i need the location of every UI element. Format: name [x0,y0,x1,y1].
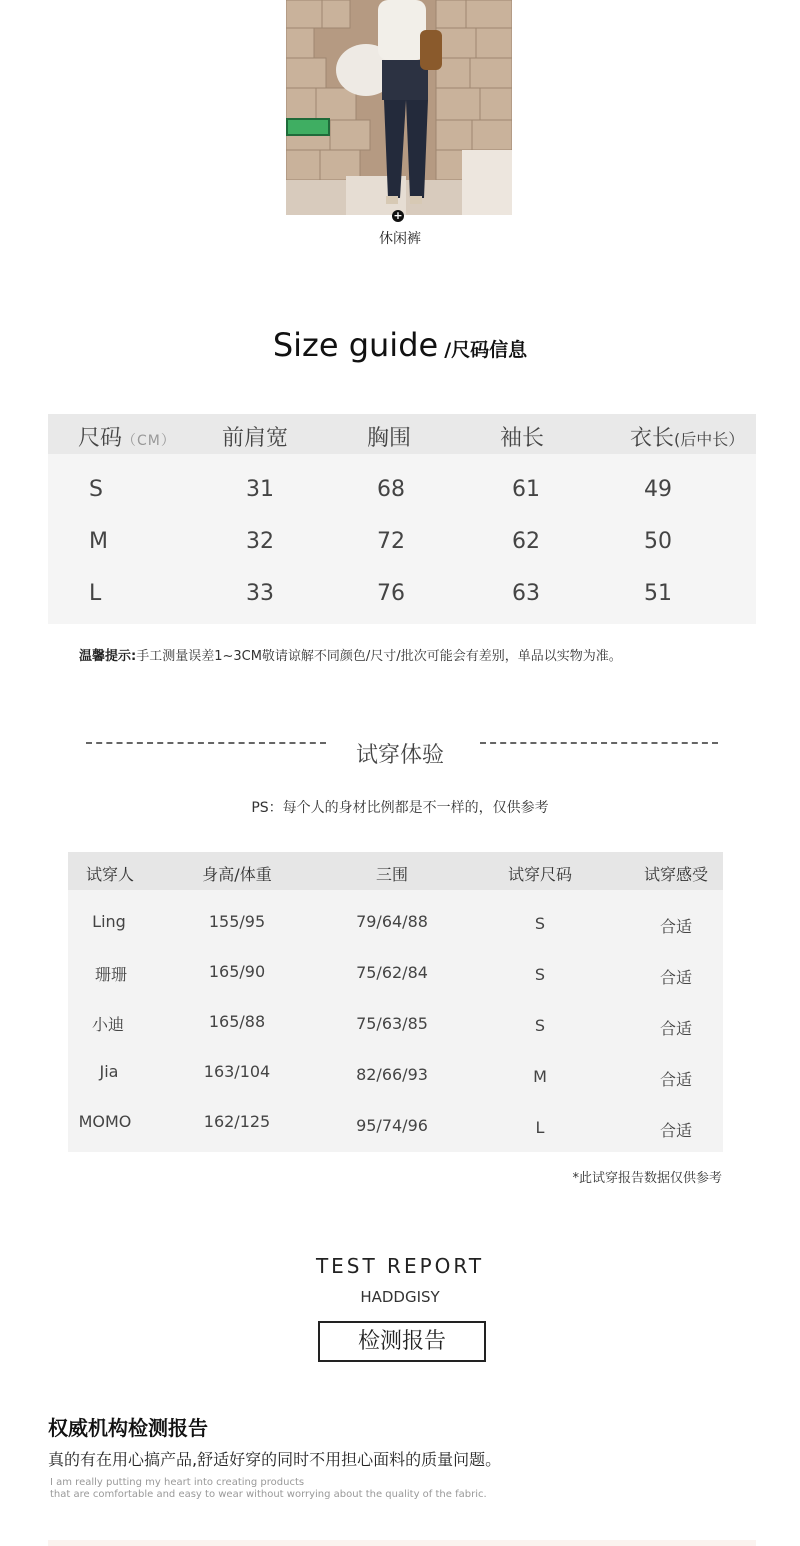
product-caption: 休闲裤 [379,231,421,247]
try-header-size: 试穿尺码 [507,865,573,884]
try-row-0-feel: 合适 [659,917,693,936]
test-report-label-box: 检测报告 [318,1321,486,1362]
try-row-2-height-weight: 165/88 [208,1012,266,1031]
size-header-length: 衣长(后中长） [630,426,745,451]
size-row-1-size: M [89,529,108,554]
brand-name: HADDGISY [360,1288,440,1306]
size-guide-title [0,326,800,364]
size-header-sleeve: 袖长 [500,426,545,451]
size-guide-title-zh: /尺码信息 [444,339,528,361]
size-row-2-length: 51 [644,581,672,606]
try-row-4-person: MOMO [78,1112,132,1131]
try-row-0-height-weight: 155/95 [208,912,266,931]
divider-left [86,742,326,744]
size-row-2-shoulder: 33 [246,581,274,606]
try-on-note: *此试穿报告数据仅供参考 [572,1171,722,1186]
try-row-2-person: 小迪 [91,1015,125,1034]
size-row-1-sleeve: 62 [512,529,540,554]
size-tip-text: 手工测量误差1~3CM敬请谅解不同颜色/尺寸/批次可能会有差别，单品以实物为准。 [136,649,622,664]
size-row-1-length: 50 [644,529,672,554]
try-row-4-measurements: 95/74/96 [356,1116,428,1135]
try-row-1-feel: 合适 [659,968,693,987]
length-note: (后中长） [674,430,745,449]
add-icon[interactable]: + [393,209,403,222]
size-header-size: 尺码（CM） [78,426,176,451]
try-row-1-height-weight: 165/90 [208,962,266,981]
size-row-2-size: L [89,581,102,606]
product-photo [286,0,512,215]
bottom-band [48,1540,756,1546]
size-table [48,414,756,624]
test-report-title: TEST REPORT [315,1254,485,1278]
size-row-0-chest: 68 [377,477,405,502]
try-header-person: 试穿人 [85,865,135,884]
try-row-3-person: Jia [99,1062,119,1081]
try-row-2-measurements: 75/63/85 [356,1014,428,1033]
size-unit: （CM） [122,433,176,449]
try-on-title: 试穿体验 [355,743,444,768]
try-on-ps: PS：每个人的身材比例都是不一样的，仅供参考 [251,800,549,816]
size-row-0-length: 49 [644,477,672,502]
try-header-feel: 试穿感受 [643,865,709,884]
try-row-4-size: L [535,1118,545,1137]
authority-report-en-line1: I am really putting my heart into creating products [50,1477,305,1488]
try-row-0-measurements: 79/64/88 [356,912,428,931]
size-row-1-chest: 72 [377,529,405,554]
try-row-3-height-weight: 163/104 [203,1062,271,1081]
authority-report-en-line2: that are comfortable and easy to wear without worrying about the quality of the fabric. [50,1489,487,1500]
try-row-1-size: S [534,965,546,984]
size-row-2-sleeve: 63 [512,581,540,606]
try-row-0-size: S [534,914,546,933]
try-row-2-size: S [534,1016,546,1035]
try-row-1-person: 珊珊 [94,965,128,984]
size-tip [79,645,622,664]
authority-report-title: 权威机构检测报告 [48,1416,208,1440]
size-guide-title-en: Size guide [272,326,439,364]
try-row-2-feel: 合适 [659,1019,693,1038]
size-row-2-chest: 76 [377,581,405,606]
size-row-0-shoulder: 31 [246,477,274,502]
authority-report-desc: 真的有在用心搞产品,舒适好穿的同时不用担心面料的质量问题。 [48,1450,502,1469]
size-row-1-shoulder: 32 [246,529,274,554]
try-on-table [68,852,723,1152]
size-row-0-sleeve: 61 [512,477,540,502]
size-header-chest: 胸围 [367,426,412,451]
try-row-0-person: Ling [92,912,126,931]
try-row-3-size: M [533,1067,547,1086]
try-row-3-measurements: 82/66/93 [356,1065,428,1084]
divider-right [480,742,718,744]
size-row-0-size: S [89,477,103,502]
try-row-4-height-weight: 162/125 [203,1112,271,1131]
try-header-measurements: 三围 [375,865,409,884]
try-row-3-feel: 合适 [659,1070,693,1089]
size-header-shoulder: 前肩宽 [222,426,289,451]
try-header-height-weight: 身高/体重 [202,865,272,884]
try-row-4-feel: 合适 [659,1121,693,1140]
try-row-1-measurements: 75/62/84 [356,963,428,982]
size-tip-label: 温馨提示: [79,649,137,664]
